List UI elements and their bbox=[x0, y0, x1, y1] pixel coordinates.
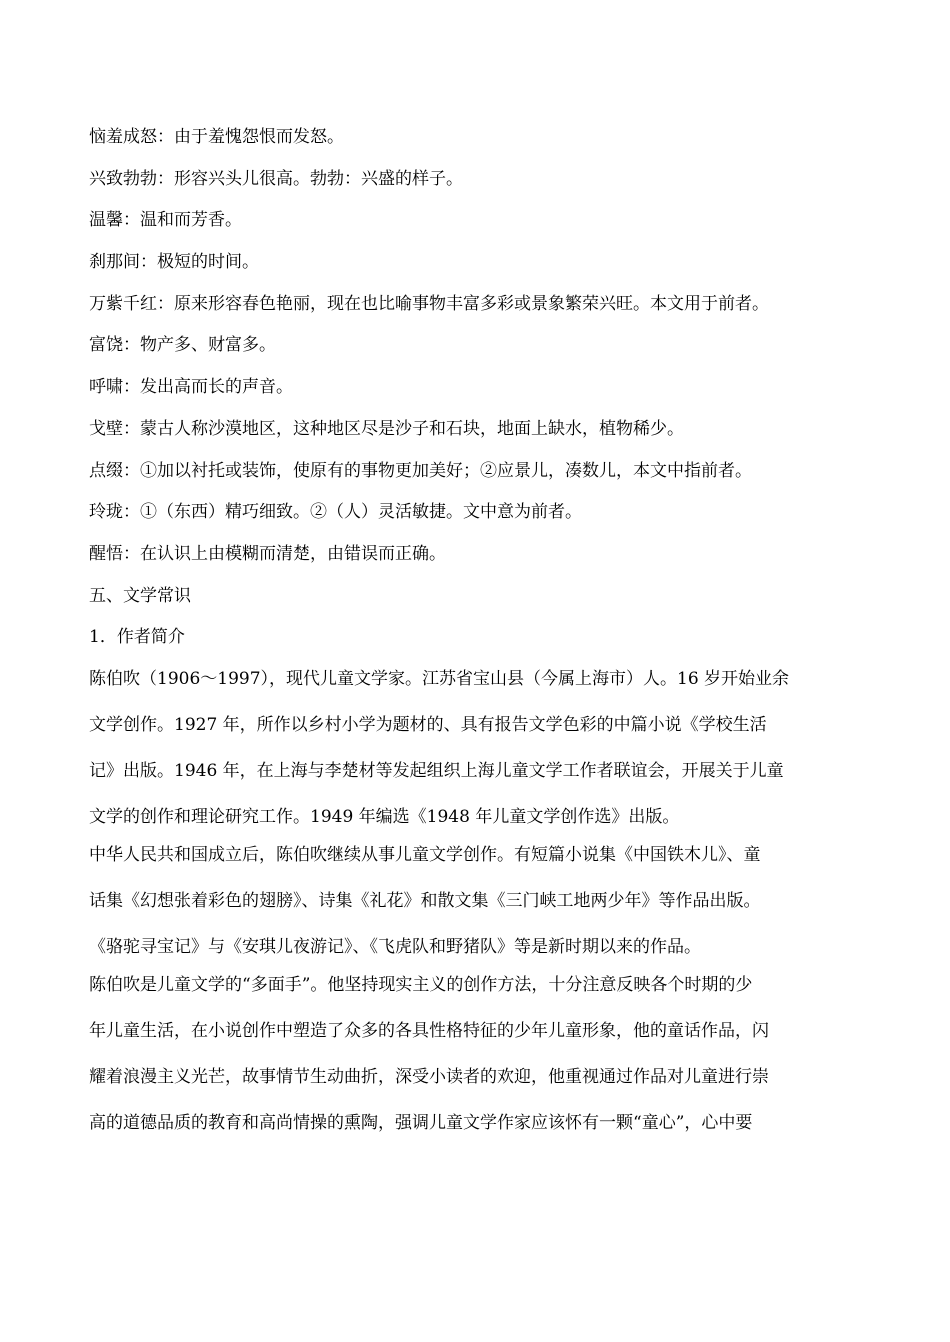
paragraph-line: 中华人民共和国成立后，陈伯吹继续从事儿童文学创作。有短篇小说集《中国铁木儿》、童 bbox=[89, 844, 761, 865]
vocab-entry: 呼啸：发出高而长的声音。 bbox=[89, 377, 293, 398]
paragraph-line: 高的道德品质的教育和高尚情操的熏陶，强调儿童文学作家应该怀有一颗“童心”，心中要 bbox=[89, 1112, 753, 1133]
document-body bbox=[89, 122, 864, 1154]
paragraph-line: 文学创作。1927 年，所作以乡村小学为题材的、具有报告文学色彩的中篇小说《学校生活 bbox=[89, 714, 767, 735]
paragraph-line: 年儿童生活，在小说创作中塑造了众多的各具性格特征的少年儿童形象，他的童话作品，闪 bbox=[89, 1020, 769, 1041]
paragraph-line: 陈伯吹是儿童文学的“多面手”。他坚持现实主义的创作方法，十分注意反映各个时期的少 bbox=[89, 974, 753, 995]
vocab-entry: 戈壁：蒙古人称沙漠地区，这种地区尽是沙子和石块，地面上缺水，植物稀少。 bbox=[89, 418, 684, 439]
vocab-entry: 温馨：温和而芳香。 bbox=[89, 210, 242, 231]
paragraph-line: 陈伯吹（1906～1997），现代儿童文学家。江苏省宝山县（今属上海市）人。16 岁开始业余 bbox=[89, 668, 790, 689]
section-heading: 五、文学常识 bbox=[89, 585, 191, 606]
vocab-entry: 点缀：①加以衬托或装饰，使原有的事物更加美好；②应景儿，凑数儿，本文中指前者。 bbox=[89, 460, 752, 481]
vocab-entry: 恼羞成怒：由于羞愧怨恨而发怒。 bbox=[89, 127, 344, 147]
vocab-entry: 刹那间：极短的时间。 bbox=[89, 252, 259, 273]
paragraph-line: 耀着浪漫主义光芒，故事情节生动曲折，深受小读者的欢迎，他重视通过作品对儿童进行崇 bbox=[89, 1066, 769, 1087]
paragraph-line: 《骆驼寻宝记》与《安琪儿夜游记》、《飞虎队和野猪队》等是新时期以来的作品。 bbox=[89, 936, 701, 957]
vocab-entry: 富饶：物产多、财富多。 bbox=[89, 335, 276, 356]
paragraph-line: 话集《幻想张着彩色的翅膀》、诗集《礼花》和散文集《三门峡工地两少年》等作品出版。 bbox=[89, 890, 761, 911]
paragraph-line: 记》出版。1946 年，在上海与李楚材等发起组织上海儿童文学工作者联谊会，开展关于儿童 bbox=[89, 760, 784, 781]
sub-heading: 1．作者简介 bbox=[89, 627, 185, 648]
paragraph-line: 文学的创作和理论研究工作。1949 年编选《1948 年儿童文学创作选》出版。 bbox=[89, 806, 680, 827]
vocab-entry: 兴致勃勃：形容兴头儿很高。勃勃：兴盛的样子。 bbox=[89, 168, 463, 189]
vocab-entry: 万紫千红：原来形容春色艳丽，现在也比喻事物丰富多彩或景象繁荣兴旺。本文用于前者。 bbox=[89, 293, 769, 314]
vocab-entry: 醒悟：在认识上由模糊而清楚，由错误而正确。 bbox=[89, 543, 446, 564]
vocab-entry: 玲珑：①（东西）精巧细致。②（人）灵活敏捷。文中意为前者。 bbox=[89, 502, 582, 523]
